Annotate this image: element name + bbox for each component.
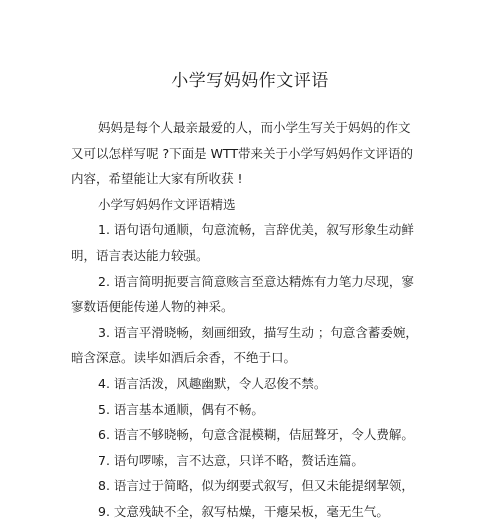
intro-line: 又可以怎样写呢 ?下面是 WTT带来关于小学写妈妈作文评语的 [71,145,413,161]
list-item [71,397,431,423]
list-item [71,217,431,268]
list-item-line: 1. 语句语句通顺，句意流畅，言辞优美，叙写形象生动鲜 [98,222,414,238]
section-heading [71,192,431,218]
intro-line: 妈妈是每个人最亲最爱的人，而小学生写关于妈妈的作文 [98,120,411,135]
list-item [71,448,431,474]
section-heading-text: 小学写妈妈作文评语精选 [98,196,236,212]
list-item [71,499,431,525]
list-item [71,371,431,397]
list-item-line: 2. 语言简明扼要言简意赅言至意达精炼有力笔力尽现，寥 [98,273,414,289]
document-body [71,115,431,525]
list-item-line: 寥数语便能传递人物的神采。 [71,299,234,315]
list-item [71,320,431,371]
list-item-line: 明，语言表达能力较强。 [71,247,209,263]
list-item-line: 7. 语句啰嗦，言不达意，只详不略，赘话连篇。 [98,452,364,468]
list-item-line: 6. 语言不够晓畅，句意含混模糊，佶屈聱牙，令人费解。 [98,427,414,443]
list-item-line: 5. 语言基本通顺，偶有不畅。 [98,401,264,417]
list-item-line: 4. 语言活泼，风趣幽默，令人忍俊不禁。 [98,375,327,391]
intro-paragraph [71,115,431,192]
list-item-line: 3. 语言平滑晓畅，刻画细致，描写生动 ；句意含蓄委婉， [98,324,418,340]
list-item-line: 暗含深意。读毕如酒后余香，不绝于口。 [71,350,297,366]
list-item-line: 8. 语言过于简略，似为纲要式叙写，但又未能提纲挈领， [98,478,414,494]
document-title: 小学写妈妈作文评语 [171,71,329,91]
list-item [71,422,431,448]
list-item [71,269,431,320]
list-item [71,473,431,499]
list-item-line: 9. 文意残缺不全，叙写枯燥，干瘪呆板，毫无生气。 [98,503,389,519]
intro-line: 内容，希望能让大家有所收获 ! [71,171,243,187]
